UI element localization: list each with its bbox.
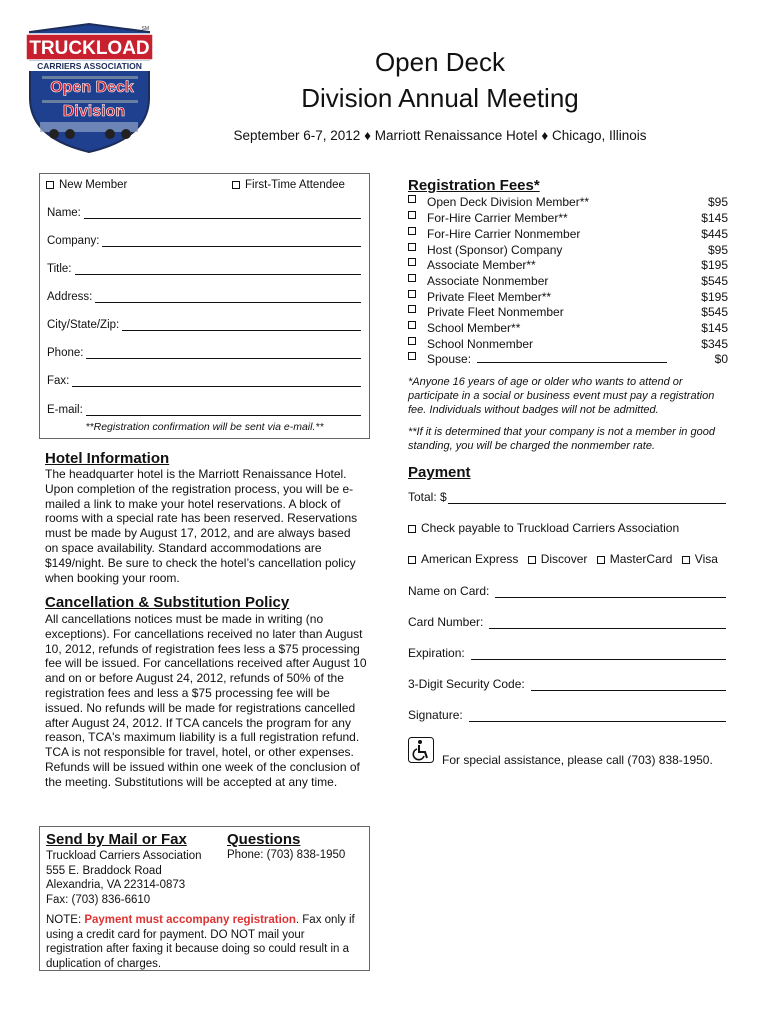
title-field[interactable]: Title: [47, 262, 361, 275]
checkbox-icon[interactable] [46, 181, 54, 189]
checkbox-icon[interactable] [232, 181, 240, 189]
new-member-option[interactable]: New Member [46, 179, 127, 191]
checkbox-icon[interactable] [682, 556, 690, 564]
company-field[interactable]: Company: [47, 234, 361, 247]
fee-note-age: *Anyone 16 years of age or older who wants to attend or participate in a social or business event must pay a registration fee. Individuals without badges will not be admitted. [408, 376, 715, 416]
signature-field[interactable]: Signature: [408, 708, 726, 722]
tca-logo [22, 20, 157, 155]
checkbox-icon[interactable] [408, 321, 416, 329]
total-field[interactable]: Total: $ [408, 490, 726, 504]
cancellation-text: All cancellations notices must be made in writing (no exceptions). For cancellations received no later than August 10, 2012, refunds of registration fees less a $75 processing fee will be issued. For cancellations received after August 10 and on or before August 24, 2012, refunds of 50% of the registration fees and less a $75 processing fee will be issued. No refunds will be made for registrations cancelled after August 24, 2012. If TCA cancels the program for any reason, TCA's maximum liability is a full registration refund. TCA is not responsible for travel, hotel, or other expenses. Refunds will be issued within one week of the conclusion of the meeting. Substitutions will be accepted at any time. [45, 612, 367, 789]
check-option[interactable]: Check payable to Truckload Carriers Association [408, 521, 679, 535]
checkbox-icon[interactable] [408, 525, 416, 533]
checkbox-icon[interactable] [408, 211, 416, 219]
hotel-text: The headquarter hotel is the Marriott Renaissance Hotel. Upon completion of the registration process, you will be e-mailed a link to make your hotel reservations. A block of rooms with a special rate has been reserved. Reservations must be made by August 17, 2012, and are always based on space availability. Standard accommodations are $149/night. Be sure to check the hotel’s cancellation policy when booking your room. [45, 467, 358, 585]
title-line-1: Open Deck [374, 47, 506, 77]
fax-field[interactable]: Fax: [47, 374, 361, 387]
logo-line2: Division [62, 103, 126, 120]
event-dates: September 6-7, 2012 [233, 128, 361, 143]
mail-heading: Send by Mail or Fax [46, 831, 187, 848]
amex-option[interactable]: American Express [408, 552, 518, 566]
fee-row[interactable]: For-Hire Carrier Nonmember $445 [408, 227, 728, 241]
checkbox-icon[interactable] [528, 556, 536, 564]
payment-note: NOTE: Payment must accompany registration. Fax only if using a credit card for payment. DO NOT mail your registration after faxing it because doing so could result in a duplication of charges. [46, 914, 355, 970]
fee-row[interactable]: Host (Sponsor) Company $95 [408, 243, 728, 257]
discover-option[interactable]: Discover [528, 552, 588, 566]
mastercard-option[interactable]: MasterCard [597, 552, 673, 566]
logo-sm: SM [141, 26, 149, 32]
card-number-field[interactable]: Card Number: [408, 615, 726, 629]
logo-brand: TRUCKLOAD [29, 38, 150, 59]
diamond-icon: ♦ [541, 128, 549, 143]
fee-row[interactable]: Associate Member** $195 [408, 258, 728, 272]
expiration-field[interactable]: Expiration: [408, 646, 726, 660]
spouse-name-line[interactable] [477, 352, 667, 363]
fee-note-nonmember: **If it is determined that your company is not a member in good standing, you will be charged the nonmember rate. [408, 426, 715, 452]
address-field[interactable]: Address: [47, 290, 361, 303]
checkbox-icon[interactable] [408, 556, 416, 564]
logo-line1: Open Deck [50, 79, 134, 96]
title-line-2: Division Annual Meeting [301, 83, 579, 113]
checkbox-icon[interactable] [408, 195, 416, 203]
first-time-option[interactable]: First-Time Attendee [232, 179, 345, 191]
checkbox-icon[interactable] [408, 227, 416, 235]
visa-option[interactable]: Visa [682, 552, 718, 566]
checkbox-icon[interactable] [408, 274, 416, 282]
fee-row[interactable]: Private Fleet Member** $195 [408, 290, 728, 304]
checkbox-icon[interactable] [408, 352, 416, 360]
fee-row[interactable]: Associate Nonmember $545 [408, 274, 728, 288]
security-code-field[interactable]: 3-Digit Security Code: [408, 677, 726, 691]
fee-row[interactable]: For-Hire Carrier Member** $145 [408, 211, 728, 225]
card-type-options [408, 552, 718, 566]
event-city: Chicago, Illinois [551, 128, 647, 143]
fee-row[interactable]: Spouse: $0 [408, 352, 728, 366]
city-state-zip-field[interactable]: City/State/Zip: [47, 318, 361, 331]
checkbox-icon[interactable] [408, 305, 416, 313]
cancellation-heading: Cancellation & Substitution Policy [45, 594, 290, 611]
name-on-card-field[interactable]: Name on Card: [408, 584, 726, 598]
event-venue: Marriott Renaissance Hotel [374, 128, 538, 143]
special-assistance-text: For special assistance, please call (703) 838-1950. [442, 753, 713, 767]
fee-row[interactable]: School Nonmember $345 [408, 337, 728, 351]
checkbox-icon[interactable] [408, 290, 416, 298]
phone-field[interactable]: Phone: [47, 346, 361, 359]
mail-address: Truckload Carriers Association 555 E. Braddock Road Alexandria, VA 22314-0873 Fax: (703) 836-6610 [46, 850, 202, 906]
fee-row[interactable]: School Member** $145 [408, 321, 728, 335]
payment-heading: Payment [408, 464, 471, 481]
event-subtitle [190, 128, 690, 143]
registration-confirmation-note: **Registration confirmation will be sent via e-mail.** [85, 421, 324, 433]
logo-assoc: CARRIERS ASSOCIATION [37, 61, 142, 71]
diamond-icon: ♦ [364, 128, 371, 143]
questions-phone: Phone: (703) 838-1950 [227, 849, 346, 861]
questions-heading: Questions [227, 831, 301, 848]
wheelchair-icon [408, 737, 434, 763]
fee-row[interactable]: Open Deck Division Member** $95 [408, 195, 728, 209]
name-field[interactable]: Name: [47, 206, 361, 219]
page-title [200, 44, 680, 116]
checkbox-icon[interactable] [408, 337, 416, 345]
checkbox-icon[interactable] [408, 243, 416, 251]
checkbox-icon[interactable] [408, 258, 416, 266]
hotel-heading: Hotel Information [45, 450, 170, 467]
mail-fax-box [39, 826, 370, 971]
attendee-info-box [39, 173, 370, 439]
fee-row[interactable]: Private Fleet Nonmember $545 [408, 305, 728, 319]
fees-heading: Registration Fees* [408, 177, 540, 194]
checkbox-icon[interactable] [597, 556, 605, 564]
email-field[interactable]: E-mail: [47, 403, 361, 416]
